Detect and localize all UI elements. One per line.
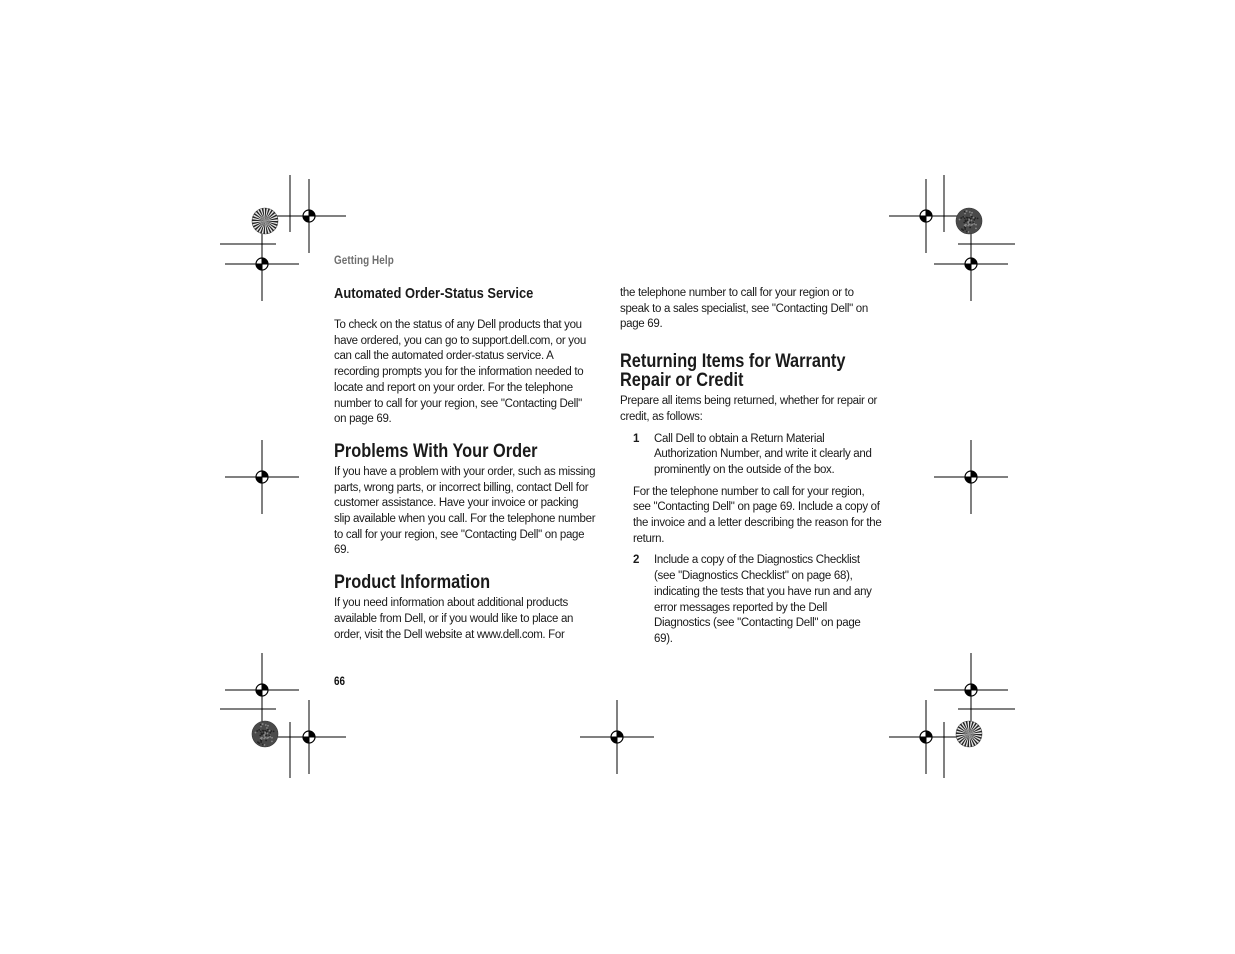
registration-target-icon bbox=[934, 440, 1008, 514]
support-link[interactable]: support.dell.com bbox=[472, 334, 550, 347]
registration-target-icon bbox=[225, 227, 299, 301]
heading-product-info: Product Information bbox=[334, 572, 491, 594]
step-number: 2 bbox=[633, 554, 640, 567]
product-info-text: If you need information about additional products available from Dell, or if you would like to place an order, visit the Dell website at www.dell.com. For bbox=[334, 597, 574, 641]
step-text: Call Dell to obtain a Return Material Authorization Number, and write it clearly and prominently on the outside of the box. bbox=[654, 432, 872, 476]
registration-target-icon bbox=[225, 653, 299, 727]
right-column bbox=[620, 286, 882, 654]
registration-target-icon bbox=[272, 700, 346, 774]
color-dial-icon bbox=[956, 721, 982, 747]
registration-target-icon bbox=[889, 700, 963, 774]
heading-problems: Problems With Your Order bbox=[334, 440, 538, 462]
heading-order-status: Automated Order-Status Service bbox=[334, 285, 534, 302]
color-dial-icon bbox=[252, 208, 278, 234]
order-status-text: To check on the status of any Dell products that you have ordered, you can go to support.dell.com, or you can call the automated order-status service. A recording prompts you for the information needed to locate and report on your order. For the telephone number to call for your region, see "Contacting Dell" on page 69. bbox=[334, 319, 586, 426]
problems-text: If you have a problem with your order, such as missing parts, wrong parts, or incorrect billing, contact Dell for customer assistance. Have your invoice or packing slip available when you call. For the telephone number to call for your region, see "Contacting Dell" on page 69. bbox=[334, 465, 596, 557]
registration-target-icon bbox=[225, 440, 299, 514]
list-item bbox=[620, 553, 882, 647]
returning-intro: Prepare all items being returned, whether for repair or credit, as follows: bbox=[620, 395, 878, 423]
color-dial-icon bbox=[956, 208, 982, 234]
heading-returning: Returning Items for Warranty Repair or Credit bbox=[620, 351, 846, 392]
registration-target-icon bbox=[889, 179, 963, 253]
registration-target-icon bbox=[934, 227, 1008, 301]
registration-target-icon bbox=[272, 179, 346, 253]
color-dial-icon bbox=[252, 721, 278, 747]
continued-text: the telephone number to call for your region or to speak to a sales specialist, see "Contacting Dell" on page 69. bbox=[620, 287, 868, 331]
registration-target-icon bbox=[580, 700, 654, 774]
dell-website-link[interactable]: www.dell.com bbox=[476, 628, 543, 641]
left-column bbox=[334, 285, 596, 657]
list-item bbox=[620, 432, 882, 479]
running-head: Getting Help bbox=[334, 255, 394, 267]
step-number: 1 bbox=[633, 432, 640, 445]
step-note: For the telephone number to call for your region, see "Contacting Dell" on page 69. Include a copy of the invoice and a letter describing the reason for the return. bbox=[633, 485, 882, 545]
registration-target-icon bbox=[934, 653, 1008, 727]
step-text: Include a copy of the Diagnostics Checklist (see "Diagnostics Checklist" on page 68), indicating the tests that you have run and any error messages reported by the Dell Diagnostics (see "Contacting Dell" on page 69). bbox=[654, 554, 872, 645]
page-number: 66 bbox=[334, 676, 346, 688]
